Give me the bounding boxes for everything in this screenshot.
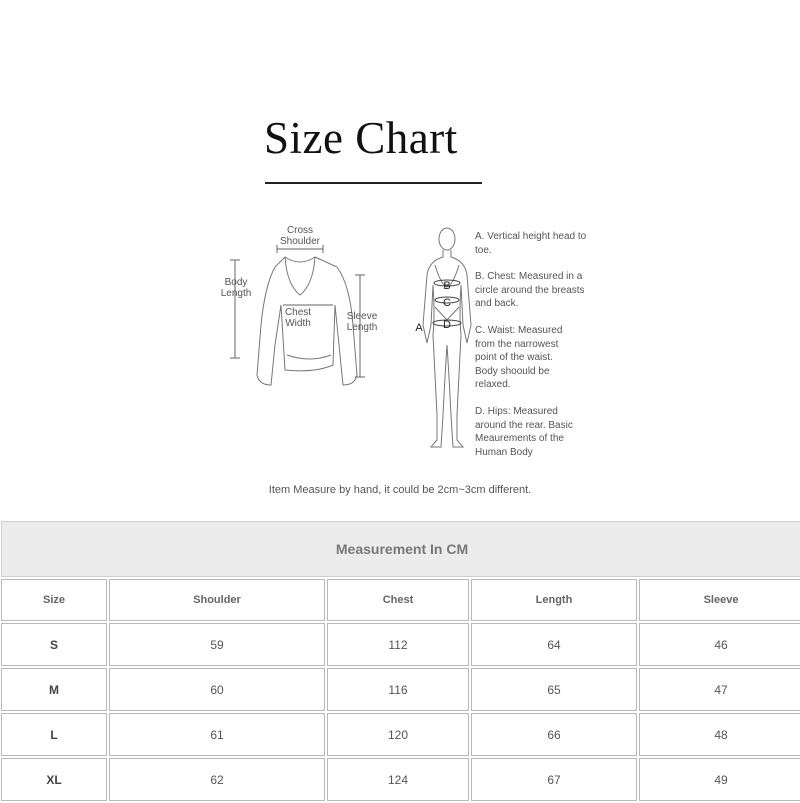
cell-sleeve: 48	[639, 713, 800, 756]
table-row	[1, 713, 800, 756]
description-letter: D.	[475, 406, 485, 417]
cell-chest: 116	[327, 668, 469, 711]
cell-sleeve: 49	[639, 758, 800, 801]
title-underline	[265, 182, 482, 184]
cell-length: 67	[471, 758, 637, 801]
header-size: Size	[1, 579, 107, 621]
description-letter: A.	[475, 231, 485, 242]
chest-width-label: Chest Width	[284, 307, 312, 329]
description-d	[475, 405, 580, 459]
cell-sleeve: 46	[639, 623, 800, 666]
cell-length: 65	[471, 668, 637, 711]
marker-d: D	[443, 319, 451, 331]
cell-size: M	[1, 668, 107, 711]
body-figure-sketch	[417, 225, 477, 460]
cell-shoulder: 61	[109, 713, 325, 756]
cell-chest: 112	[327, 623, 469, 666]
description-letter: B.	[475, 271, 485, 282]
description-text: Vertical height head to toe.	[475, 231, 587, 256]
page-title: Size Chart	[264, 113, 458, 163]
cell-chest: 124	[327, 758, 469, 801]
table-caption: Measurement In CM	[1, 521, 800, 577]
cell-shoulder: 62	[109, 758, 325, 801]
marker-b: B	[443, 280, 451, 292]
body-length-label: Body Length	[220, 277, 252, 299]
header-sleeve: Sleeve	[639, 579, 800, 621]
description-b	[475, 270, 590, 311]
cell-size: S	[1, 623, 107, 666]
cell-sleeve: 47	[639, 668, 800, 711]
description-text: Waist: Measured from the narrowest point of the waist. Body shoould be relaxed.	[475, 325, 563, 390]
size-table	[0, 519, 800, 803]
table-caption-row	[1, 521, 800, 577]
table-header-row	[1, 579, 800, 621]
cell-length: 64	[471, 623, 637, 666]
description-text: Chest: Measured in a circle around the breasts and back.	[475, 271, 585, 309]
header-shoulder: Shoulder	[109, 579, 325, 621]
cell-size: L	[1, 713, 107, 756]
cross-shoulder-label: Cross Shoulder	[279, 225, 321, 247]
description-letter: C.	[475, 325, 485, 336]
table-row	[1, 758, 800, 801]
sleeve-length-label: Sleeve Length	[346, 311, 378, 333]
description-c	[475, 324, 575, 392]
size-table-wrapper	[0, 519, 800, 800]
description-a	[475, 230, 590, 257]
marker-a: A	[415, 322, 423, 334]
cell-size: XL	[1, 758, 107, 801]
description-text: Hips: Measured around the rear. Basic Meaurements of the Human Body	[475, 406, 573, 458]
marker-c: C	[443, 297, 451, 309]
cell-shoulder: 60	[109, 668, 325, 711]
measurement-note: Item Measure by hand, it could be 2cm~3cm different.	[268, 484, 532, 496]
table-row	[1, 668, 800, 711]
cell-chest: 120	[327, 713, 469, 756]
cell-length: 66	[471, 713, 637, 756]
table-row	[1, 623, 800, 666]
header-length: Length	[471, 579, 637, 621]
cell-shoulder: 59	[109, 623, 325, 666]
header-chest: Chest	[327, 579, 469, 621]
measurement-diagram	[205, 215, 605, 475]
